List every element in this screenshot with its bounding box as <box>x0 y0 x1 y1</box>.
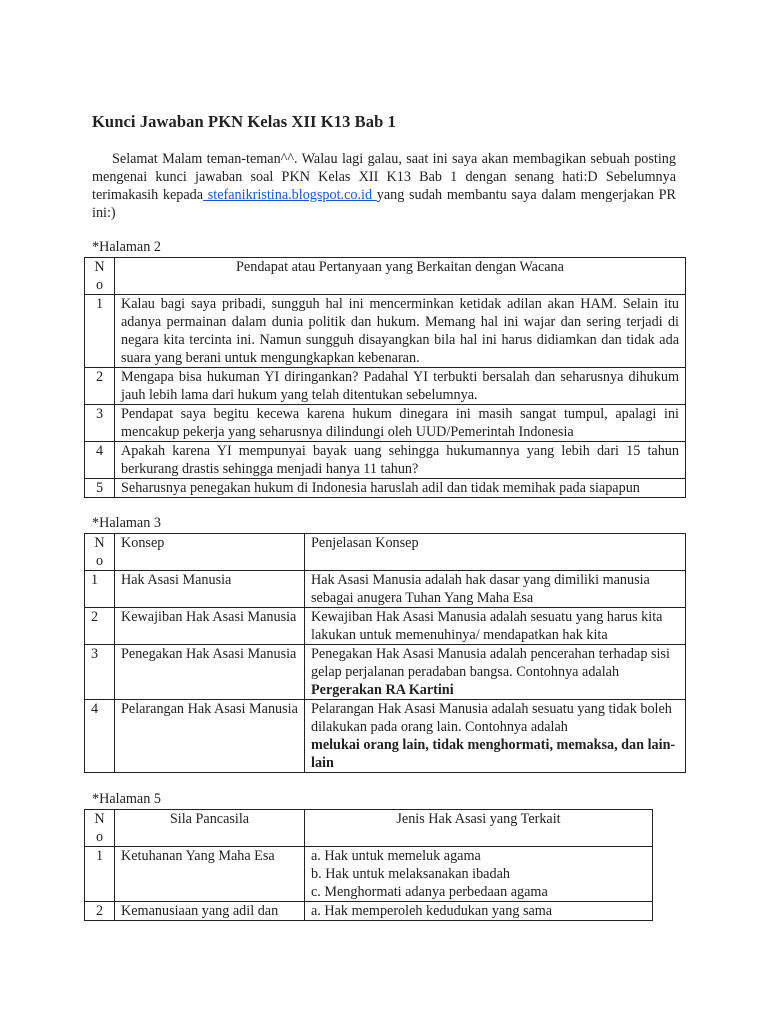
row-number: 4 <box>85 442 115 479</box>
row-penjelasan: Penegakan Hak Asasi Manusia adalah pencerahan terhadap sisi gelap perjalanan peradaban bangsa. Contohnya adalah Pergerakan RA Kartini <box>305 645 686 700</box>
header-pendapat: Pendapat atau Pertanyaan yang Berkaitan dengan Wacana <box>115 258 686 295</box>
header-no: N o <box>85 534 115 571</box>
table-halaman-3 <box>84 533 686 773</box>
header-no: N o <box>85 810 115 847</box>
row-text: Mengapa bisa hukuman YI diringankan? Padahal YI terbukti bersalah dan seharusnya dihukum jauh lebih lama dari hukum yang telah ditentukan sebelumnya. <box>115 368 686 405</box>
row-konsep: Pelarangan Hak Asasi Manusia <box>115 700 305 773</box>
table-header-row <box>85 258 686 295</box>
header-no: N o <box>85 258 115 295</box>
table-row <box>85 368 686 405</box>
document-title: Kunci Jawaban PKN Kelas XII K13 Bab 1 <box>92 112 396 131</box>
row-jenis <box>305 847 653 902</box>
row-number: 5 <box>85 479 115 498</box>
row-penjelasan: Kewajiban Hak Asasi Manusia adalah sesuatu yang harus kita lakukan untuk memenuhinya/ mendapatkan hak kita <box>305 608 686 645</box>
example-bold: Pergerakan RA Kartini <box>311 682 454 698</box>
row-number: 1 <box>85 847 115 902</box>
table-row <box>85 608 686 645</box>
list-item: a. Hak memperoleh kedudukan yang sama <box>311 903 553 919</box>
row-number: 2 <box>85 608 115 645</box>
row-penjelasan: Pelarangan Hak Asasi Manusia adalah sesuatu yang tidak boleh dilakukan pada orang lain. Contohnya adalah melukai orang lain, tidak menghormati, memaksa, dan lain-lain <box>305 700 686 773</box>
row-number: 4 <box>85 700 115 773</box>
table-header-row <box>85 810 653 847</box>
row-number: 3 <box>85 405 115 442</box>
header-jenis: Jenis Hak Asasi yang Terkait <box>305 810 653 847</box>
table-row <box>85 442 686 479</box>
row-konsep: Penegakan Hak Asasi Manusia <box>115 645 305 700</box>
row-number: 2 <box>85 902 115 921</box>
table-row <box>85 700 686 773</box>
table-row <box>85 645 686 700</box>
header-sila: Sila Pancasila <box>115 810 305 847</box>
list-item: a. Hak untuk memeluk agama <box>311 848 481 864</box>
table-row <box>85 405 686 442</box>
table-row <box>85 902 653 921</box>
row-sila: Kemanusiaan yang adil dan <box>115 902 305 921</box>
row-sila: Ketuhanan Yang Maha Esa <box>115 847 305 902</box>
row-text: Pendapat saya begitu kecewa karena hukum dinegara ini masih sangat tumpul, apalagi ini mencakup pekerja yang seharusnya dilindungi oleh UUD/Pemerintah Indonesia <box>115 405 686 442</box>
row-penjelasan: Hak Asasi Manusia adalah hak dasar yang dimiliki manusia sebagai anugera Tuhan Yang Maha Esa <box>305 571 686 608</box>
list-item: b. Hak untuk melaksanakan ibadah <box>311 866 510 882</box>
row-text: Seharusnya penegakan hukum di Indonesia haruslah adil dan tidak memihak pada siapapun <box>115 479 686 498</box>
blog-link[interactable]: stefanikristina.blogspot.co.id <box>203 187 377 203</box>
section-heading-halaman-5: *Halaman 5 <box>92 791 161 807</box>
row-text: Kalau bagi saya pribadi, sungguh hal ini mencerminkan ketidak adilan akan HAM. Selain itu adanya permainan dalam dunia politik dan hukum. Memang hal ini wajar dan sering terjadi di negara kita tercinta ini. Namun sungguh disayangkan bila hal ini harus didiamkan dan tidak ada suara yang berani untuk mengungkapkan kebenaran. <box>115 295 686 368</box>
row-text: Apakah karena YI mempunyai bayak uang sehingga hukumannya yang lebih dari 15 tahun berkurang drastis sehingga menjadi hanya 11 tahun? <box>115 442 686 479</box>
table-row <box>85 295 686 368</box>
header-penjelasan: Penjelasan Konsep <box>305 534 686 571</box>
table-row <box>85 571 686 608</box>
table-halaman-2 <box>84 257 686 498</box>
row-number: 2 <box>85 368 115 405</box>
header-konsep: Konsep <box>115 534 305 571</box>
row-number: 1 <box>85 571 115 608</box>
table-row <box>85 847 653 902</box>
example-bold: melukai orang lain, tidak menghormati, memaksa, dan lain-lain <box>311 737 676 771</box>
list-item: c. Menghormati adanya perbedaan agama <box>311 884 548 900</box>
intro-text-end: yang sudah membantu saya dalam mengerjakan PR ini:) <box>92 187 676 221</box>
intro-text: Selamat Malam teman-teman^^. Walau lagi galau, saat ini saya akan membagikan sebuah posting mengenai kunci jawaban soal PKN Kelas XII K13 Bab 1 dengan senang hati:D Sebelumnya terimakasih kepada <box>92 151 676 203</box>
row-konsep: Kewajiban Hak Asasi Manusia <box>115 608 305 645</box>
row-jenis <box>305 902 653 921</box>
row-number: 3 <box>85 645 115 700</box>
table-header-row <box>85 534 686 571</box>
section-heading-halaman-2: *Halaman 2 <box>92 239 161 255</box>
table-halaman-5 <box>84 809 653 921</box>
row-number: 1 <box>85 295 115 368</box>
row-konsep: Hak Asasi Manusia <box>115 571 305 608</box>
table-row <box>85 479 686 498</box>
section-heading-halaman-3: *Halaman 3 <box>92 515 161 531</box>
intro-paragraph <box>92 150 676 222</box>
